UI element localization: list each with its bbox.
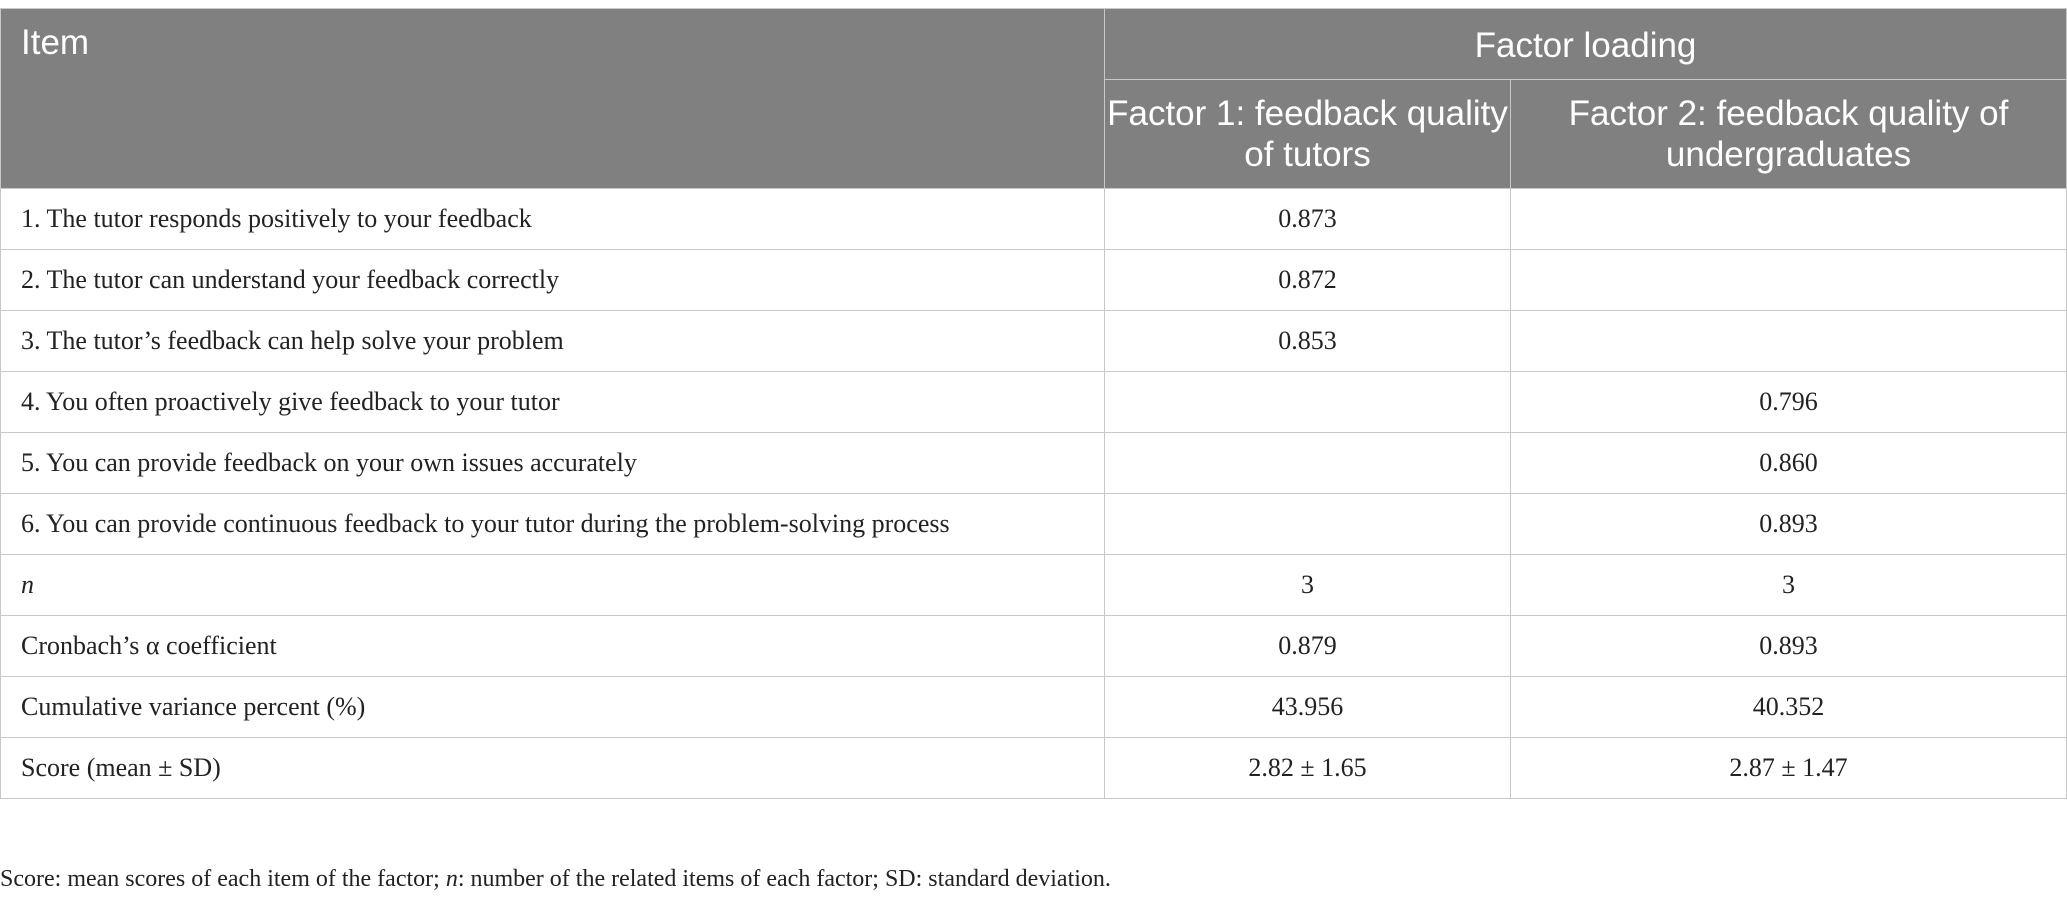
table-row xyxy=(1,494,2067,555)
factor1-cell: 0.873 xyxy=(1105,189,1511,250)
factor2-cell: 3 xyxy=(1511,555,2067,616)
table-row xyxy=(1,616,2067,677)
table-row xyxy=(1,677,2067,738)
factor1-cell: 0.879 xyxy=(1105,616,1511,677)
table-row xyxy=(1,433,2067,494)
factor1-cell: 3 xyxy=(1105,555,1511,616)
table-body xyxy=(1,189,2067,799)
item-cell: 5. You can provide feedback on your own issues accurately xyxy=(1,433,1105,494)
factor2-cell xyxy=(1511,189,2067,250)
factor2-cell xyxy=(1511,311,2067,372)
item-cell: 1. The tutor responds positively to your feedback xyxy=(1,189,1105,250)
factor2-cell: 0.893 xyxy=(1511,616,2067,677)
factor-loading-table xyxy=(0,8,2067,799)
table-footnote xyxy=(0,866,1111,893)
header-row-top xyxy=(1,9,2067,80)
factor1-cell xyxy=(1105,372,1511,433)
item-cell: n xyxy=(1,555,1105,616)
table-row xyxy=(1,250,2067,311)
factor2-cell: 0.893 xyxy=(1511,494,2067,555)
factor1-column-header: Factor 1: feedback quality of tutors xyxy=(1105,80,1511,189)
factor2-cell: 2.87 ± 1.47 xyxy=(1511,738,2067,799)
item-column-header: Item xyxy=(1,9,1105,189)
item-cell: Cumulative variance percent (%) xyxy=(1,677,1105,738)
table-row xyxy=(1,555,2067,616)
factor1-cell: 0.853 xyxy=(1105,311,1511,372)
item-cell: 3. The tutor’s feedback can help solve your problem xyxy=(1,311,1105,372)
factor2-cell: 0.860 xyxy=(1511,433,2067,494)
item-cell: Score (mean ± SD) xyxy=(1,738,1105,799)
factor1-cell xyxy=(1105,433,1511,494)
table-row xyxy=(1,738,2067,799)
table-row xyxy=(1,189,2067,250)
footnote-text-part2: : number of the related items of each factor; SD: standard deviation. xyxy=(457,866,1111,892)
footnote-text-part1: Score: mean scores of each item of the factor; xyxy=(0,866,446,892)
item-cell: 4. You often proactively give feedback to your tutor xyxy=(1,372,1105,433)
factor1-cell: 0.872 xyxy=(1105,250,1511,311)
factor2-cell xyxy=(1511,250,2067,311)
factor1-cell xyxy=(1105,494,1511,555)
item-cell: 2. The tutor can understand your feedback correctly xyxy=(1,250,1105,311)
factor2-column-header: Factor 2: feedback quality of undergraduates xyxy=(1511,80,2067,189)
factor-loading-header: Factor loading xyxy=(1105,9,2067,80)
table-row xyxy=(1,372,2067,433)
item-cell: Cronbach’s α coefficient xyxy=(1,616,1105,677)
item-cell: 6. You can provide continuous feedback to your tutor during the problem-solving process xyxy=(1,494,1105,555)
factor2-cell: 40.352 xyxy=(1511,677,2067,738)
table-header xyxy=(1,9,2067,189)
table-row xyxy=(1,311,2067,372)
factor1-cell: 2.82 ± 1.65 xyxy=(1105,738,1511,799)
footnote-n-symbol: n xyxy=(445,866,458,892)
factor1-cell: 43.956 xyxy=(1105,677,1511,738)
factor2-cell: 0.796 xyxy=(1511,372,2067,433)
